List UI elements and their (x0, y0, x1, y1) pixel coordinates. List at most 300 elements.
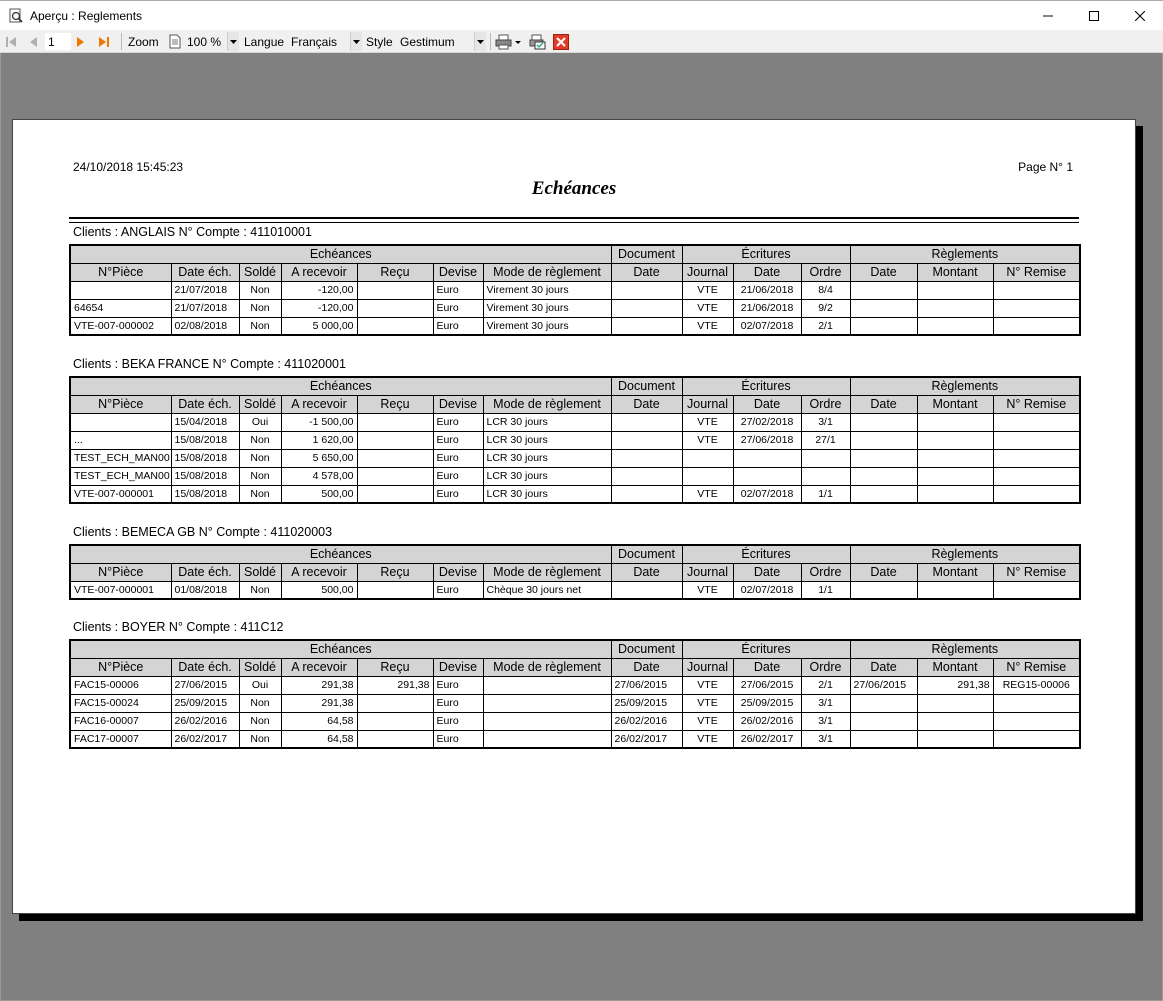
column-group-document: Document (611, 640, 682, 658)
table-row (70, 413, 1080, 431)
cell-ecr-date: 27/06/2015 (733, 676, 801, 694)
cell-doc-date (611, 317, 682, 335)
style-label: Style (366, 34, 393, 49)
cell-solde: Non (239, 431, 281, 449)
column-header-recu: Reçu (357, 263, 433, 281)
cell-montant (917, 431, 993, 449)
cell-a-recevoir: -120,00 (281, 299, 357, 317)
column-header-montant: Montant (917, 263, 993, 281)
cell-mode (483, 712, 611, 730)
cell-recu (357, 485, 433, 503)
report-title: Echéances (531, 178, 617, 199)
cell-piece: TEST_ECH_MAN00 (70, 449, 171, 467)
column-header-recu: Reçu (357, 563, 433, 581)
column-header-journal: Journal (682, 395, 733, 413)
page-icon (169, 32, 181, 51)
cell-montant (917, 413, 993, 431)
cell-mode: LCR 30 jours (483, 449, 611, 467)
column-header-remise: N° Remise (993, 563, 1080, 581)
cell-doc-date (611, 449, 682, 467)
cell-mode (483, 694, 611, 712)
cell-montant (917, 449, 993, 467)
cell-date-ech: 21/07/2018 (171, 281, 239, 299)
column-group-reglements: Règlements (850, 640, 1080, 658)
column-header-solde: Soldé (239, 395, 281, 413)
cell-doc-date: 26/02/2017 (611, 730, 682, 748)
cell-devise: Euro (433, 413, 483, 431)
cell-doc-date (611, 581, 682, 599)
cell-reg-date (850, 281, 917, 299)
column-header-ordre: Ordre (801, 395, 850, 413)
cell-doc-date (611, 467, 682, 485)
cell-journal: VTE (682, 485, 733, 503)
cell-ecr-date: 21/06/2018 (733, 299, 801, 317)
client-title: Clients : BOYER N° Compte : 411C12 (73, 620, 284, 634)
print-setup-icon (529, 34, 546, 50)
table-row (70, 449, 1080, 467)
cell-journal: VTE (682, 281, 733, 299)
cell-ecr-date: 25/09/2015 (733, 694, 801, 712)
cell-remise (993, 485, 1080, 503)
client-title: Clients : BEKA FRANCE N° Compte : 411020001 (73, 357, 346, 371)
cell-ecr-date (733, 449, 801, 467)
cell-date-ech: 27/06/2015 (171, 676, 239, 694)
header-rule (69, 217, 1079, 219)
cell-reg-date (850, 712, 917, 730)
cell-montant: 291,38 (917, 676, 993, 694)
cell-solde: Non (239, 299, 281, 317)
column-header-solde: Soldé (239, 263, 281, 281)
cell-solde: Oui (239, 413, 281, 431)
cell-mode: LCR 30 jours (483, 413, 611, 431)
toolbar-separator (490, 33, 491, 50)
cell-devise: Euro (433, 730, 483, 748)
cell-recu (357, 431, 433, 449)
cell-devise: Euro (433, 299, 483, 317)
first-page-icon (5, 35, 17, 49)
column-header-devise: Devise (433, 263, 483, 281)
cell-ecr-date: 26/02/2016 (733, 712, 801, 730)
cell-solde: Non (239, 730, 281, 748)
minimize-icon (1043, 11, 1053, 21)
chevron-down-icon (350, 32, 362, 51)
table-row (70, 485, 1080, 503)
cell-recu: 291,38 (357, 676, 433, 694)
cell-a-recevoir: 5 650,00 (281, 449, 357, 467)
toolbar (0, 30, 1163, 53)
cell-solde: Non (239, 485, 281, 503)
cell-remise (993, 317, 1080, 335)
cell-journal: VTE (682, 730, 733, 748)
cell-reg-date (850, 730, 917, 748)
cell-ecr-date: 02/07/2018 (733, 317, 801, 335)
column-header-remise: N° Remise (993, 658, 1080, 676)
table-row (70, 694, 1080, 712)
table-row (70, 730, 1080, 748)
cell-devise: Euro (433, 449, 483, 467)
cell-recu (357, 317, 433, 335)
cell-ordre (801, 467, 850, 485)
style-select[interactable] (398, 32, 486, 51)
toolbar-separator (121, 33, 122, 50)
cell-ecr-date (733, 467, 801, 485)
echeances-table (69, 639, 1081, 749)
cell-remise (993, 581, 1080, 599)
table-row (70, 676, 1080, 694)
column-group-ecritures: Écritures (682, 640, 850, 658)
cell-remise (993, 449, 1080, 467)
cell-remise (993, 281, 1080, 299)
cell-devise: Euro (433, 467, 483, 485)
column-group-echeances: Echéances (70, 545, 611, 563)
cell-doc-date (611, 431, 682, 449)
cell-devise: Euro (433, 694, 483, 712)
echeances-table (69, 376, 1081, 504)
column-header-doc-date: Date (611, 658, 682, 676)
cell-devise: Euro (433, 281, 483, 299)
cell-a-recevoir: 291,38 (281, 676, 357, 694)
cell-reg-date (850, 485, 917, 503)
cell-journal: VTE (682, 712, 733, 730)
close-icon (1135, 11, 1145, 21)
cell-solde: Non (239, 281, 281, 299)
column-header-ordre: Ordre (801, 658, 850, 676)
cell-mode: Virement 30 jours (483, 299, 611, 317)
cell-mode: Virement 30 jours (483, 281, 611, 299)
cell-recu (357, 581, 433, 599)
cell-piece: VTE-007-000002 (70, 317, 171, 335)
last-page-icon (98, 35, 110, 49)
first-page-button[interactable] (5, 32, 17, 51)
cell-journal (682, 467, 733, 485)
cell-reg-date (850, 449, 917, 467)
cell-solde: Non (239, 581, 281, 599)
cell-devise: Euro (433, 676, 483, 694)
window-title: Aperçu : Reglements (30, 9, 143, 23)
column-header-a-recevoir: A recevoir (281, 263, 357, 281)
cell-doc-date: 26/02/2016 (611, 712, 682, 730)
cell-date-ech: 15/08/2018 (171, 449, 239, 467)
cell-mode: Chèque 30 jours net (483, 581, 611, 599)
cell-a-recevoir: -120,00 (281, 281, 357, 299)
column-header-recu: Reçu (357, 395, 433, 413)
cell-ecr-date: 27/06/2018 (733, 431, 801, 449)
cell-reg-date (850, 467, 917, 485)
cell-journal: VTE (682, 676, 733, 694)
cell-date-ech: 26/02/2016 (171, 712, 239, 730)
cell-a-recevoir: 4 578,00 (281, 467, 357, 485)
cell-doc-date (611, 281, 682, 299)
print-preview-button[interactable] (529, 32, 546, 51)
cell-ordre: 27/1 (801, 431, 850, 449)
column-header-date-ech: Date éch. (171, 263, 239, 281)
column-group-ecritures: Écritures (682, 377, 850, 395)
cell-piece: FAC17-00007 (70, 730, 171, 748)
preview-workspace[interactable] (0, 53, 1163, 1001)
cell-recu (357, 281, 433, 299)
zoom-select[interactable] (185, 32, 239, 51)
cell-solde: Non (239, 317, 281, 335)
column-header-recu: Reçu (357, 658, 433, 676)
cell-remise (993, 712, 1080, 730)
column-group-echeances: Echéances (70, 640, 611, 658)
cell-a-recevoir: 5 000,00 (281, 317, 357, 335)
cell-devise: Euro (433, 431, 483, 449)
page-number-input[interactable] (44, 32, 72, 51)
close-icon (553, 34, 569, 50)
cell-montant (917, 317, 993, 335)
column-group-echeances: Echéances (70, 377, 611, 395)
column-header-doc-date: Date (611, 395, 682, 413)
column-header-piece: N°Pièce (70, 563, 171, 581)
cell-ecr-date: 27/02/2018 (733, 413, 801, 431)
cell-montant (917, 712, 993, 730)
column-header-ordre: Ordre (801, 563, 850, 581)
cell-piece: ... (70, 431, 171, 449)
cell-date-ech: 25/09/2015 (171, 694, 239, 712)
maximize-button[interactable] (1071, 1, 1117, 31)
column-group-document: Document (611, 245, 682, 263)
preview-icon (8, 8, 24, 24)
zoom-value: 100 % (187, 34, 222, 49)
cell-recu (357, 694, 433, 712)
cell-date-ech: 15/08/2018 (171, 431, 239, 449)
cell-a-recevoir: 500,00 (281, 581, 357, 599)
column-header-devise: Devise (433, 658, 483, 676)
cell-remise (993, 694, 1080, 712)
column-header-solde: Soldé (239, 563, 281, 581)
cell-doc-date (611, 299, 682, 317)
cell-solde: Non (239, 694, 281, 712)
cell-ecr-date: 02/07/2018 (733, 485, 801, 503)
column-header-devise: Devise (433, 563, 483, 581)
cell-journal: VTE (682, 581, 733, 599)
cell-date-ech: 02/08/2018 (171, 317, 239, 335)
cell-recu (357, 467, 433, 485)
column-header-reg-date: Date (850, 263, 917, 281)
cell-remise (993, 467, 1080, 485)
cell-ecr-date: 21/06/2018 (733, 281, 801, 299)
column-header-date-ech: Date éch. (171, 658, 239, 676)
cell-a-recevoir: 64,58 (281, 730, 357, 748)
column-header-mode: Mode de règlement (483, 658, 611, 676)
cell-recu (357, 299, 433, 317)
table-row (70, 581, 1080, 599)
cell-piece (70, 413, 171, 431)
next-page-button[interactable] (76, 32, 86, 51)
cell-date-ech: 15/08/2018 (171, 485, 239, 503)
client-title: Clients : ANGLAIS N° Compte : 411010001 (73, 225, 312, 239)
column-header-journal: Journal (682, 658, 733, 676)
column-header-montant: Montant (917, 658, 993, 676)
client-title: Clients : BEMECA GB N° Compte : 411020003 (73, 525, 333, 539)
column-header-reg-date: Date (850, 563, 917, 581)
cell-ordre: 2/1 (801, 676, 850, 694)
langue-select[interactable] (289, 32, 362, 51)
column-header-ecr-date: Date (733, 658, 801, 676)
cell-mode: LCR 30 jours (483, 467, 611, 485)
cell-date-ech: 21/07/2018 (171, 299, 239, 317)
cell-doc-date (611, 413, 682, 431)
table-row (70, 299, 1080, 317)
langue-value: Français (291, 34, 338, 49)
cell-a-recevoir: 1 620,00 (281, 431, 357, 449)
cell-ecr-date: 26/02/2017 (733, 730, 801, 748)
column-header-solde: Soldé (239, 658, 281, 676)
chevron-down-icon (227, 32, 239, 51)
report-datetime: 24/10/2018 15:45:23 (73, 160, 184, 174)
zoom-label: Zoom (128, 34, 159, 49)
column-group-reglements: Règlements (850, 245, 1080, 263)
column-header-montant: Montant (917, 395, 993, 413)
column-header-piece: N°Pièce (70, 395, 171, 413)
cell-devise: Euro (433, 317, 483, 335)
cell-ordre: 3/1 (801, 730, 850, 748)
cell-date-ech: 15/04/2018 (171, 413, 239, 431)
cell-piece (70, 281, 171, 299)
cell-ordre: 1/1 (801, 485, 850, 503)
report-page (12, 119, 1136, 914)
column-group-document: Document (611, 545, 682, 563)
column-header-montant: Montant (917, 563, 993, 581)
cell-ordre: 2/1 (801, 317, 850, 335)
cell-a-recevoir: 64,58 (281, 712, 357, 730)
cell-a-recevoir: -1 500,00 (281, 413, 357, 431)
cell-piece: VTE-007-000001 (70, 485, 171, 503)
cell-mode (483, 730, 611, 748)
column-header-reg-date: Date (850, 658, 917, 676)
table-row (70, 712, 1080, 730)
cell-journal: VTE (682, 317, 733, 335)
title-bar (0, 0, 1163, 30)
column-header-date-ech: Date éch. (171, 395, 239, 413)
cell-doc-date: 25/09/2015 (611, 694, 682, 712)
cell-mode: Virement 30 jours (483, 317, 611, 335)
column-group-reglements: Règlements (850, 377, 1080, 395)
column-header-ecr-date: Date (733, 395, 801, 413)
cell-date-ech: 01/08/2018 (171, 581, 239, 599)
column-header-a-recevoir: A recevoir (281, 395, 357, 413)
close-window-button[interactable] (1117, 1, 1163, 31)
cell-recu (357, 449, 433, 467)
column-header-a-recevoir: A recevoir (281, 563, 357, 581)
cell-journal: VTE (682, 694, 733, 712)
cell-reg-date (850, 413, 917, 431)
cell-journal: VTE (682, 299, 733, 317)
column-header-mode: Mode de règlement (483, 563, 611, 581)
column-header-a-recevoir: A recevoir (281, 658, 357, 676)
cell-journal: VTE (682, 413, 733, 431)
cell-ordre (801, 449, 850, 467)
cell-montant (917, 581, 993, 599)
column-header-ecr-date: Date (733, 263, 801, 281)
previous-page-icon (28, 35, 38, 49)
cell-date-ech: 26/02/2017 (171, 730, 239, 748)
cell-remise (993, 299, 1080, 317)
header-rule (69, 222, 1079, 223)
cell-montant (917, 485, 993, 503)
print-button[interactable] (495, 32, 521, 51)
cell-piece: VTE-007-000001 (70, 581, 171, 599)
table-row (70, 467, 1080, 485)
cell-reg-date (850, 299, 917, 317)
cell-reg-date: 27/06/2015 (850, 676, 917, 694)
cell-montant (917, 281, 993, 299)
printer-icon (495, 34, 521, 50)
column-header-date-ech: Date éch. (171, 563, 239, 581)
style-value: Gestimum (400, 34, 455, 49)
column-header-remise: N° Remise (993, 395, 1080, 413)
cell-ordre: 3/1 (801, 712, 850, 730)
cell-journal: VTE (682, 431, 733, 449)
cell-remise: REG15-00006 (993, 676, 1080, 694)
cell-montant (917, 730, 993, 748)
cell-remise (993, 413, 1080, 431)
cell-devise: Euro (433, 712, 483, 730)
cell-doc-date: 27/06/2015 (611, 676, 682, 694)
column-header-doc-date: Date (611, 263, 682, 281)
echeances-table (69, 244, 1081, 336)
column-header-mode: Mode de règlement (483, 263, 611, 281)
table-row (70, 317, 1080, 335)
cell-devise: Euro (433, 485, 483, 503)
cell-a-recevoir: 500,00 (281, 485, 357, 503)
cell-recu (357, 730, 433, 748)
cell-montant (917, 694, 993, 712)
cell-mode: LCR 30 jours (483, 485, 611, 503)
echeances-table (69, 544, 1081, 600)
cell-piece: 64654 (70, 299, 171, 317)
cell-journal (682, 449, 733, 467)
cell-reg-date (850, 431, 917, 449)
cell-solde: Non (239, 449, 281, 467)
column-header-journal: Journal (682, 563, 733, 581)
cell-recu (357, 712, 433, 730)
next-page-icon (76, 35, 86, 49)
column-group-reglements: Règlements (850, 545, 1080, 563)
close-preview-button[interactable] (553, 32, 569, 51)
cell-montant (917, 467, 993, 485)
cell-piece: FAC16-00007 (70, 712, 171, 730)
cell-solde: Non (239, 467, 281, 485)
column-header-journal: Journal (682, 263, 733, 281)
cell-reg-date (850, 581, 917, 599)
page-number-label: Page N° 1 (1018, 160, 1073, 174)
cell-piece: FAC15-00006 (70, 676, 171, 694)
cell-montant (917, 299, 993, 317)
column-header-ordre: Ordre (801, 263, 850, 281)
cell-ordre: 1/1 (801, 581, 850, 599)
cell-solde: Non (239, 712, 281, 730)
column-header-piece: N°Pièce (70, 263, 171, 281)
column-header-devise: Devise (433, 395, 483, 413)
cell-recu (357, 413, 433, 431)
cell-devise: Euro (433, 581, 483, 599)
cell-solde: Oui (239, 676, 281, 694)
langue-label: Langue (244, 34, 285, 49)
cell-ordre: 9/2 (801, 299, 850, 317)
cell-mode: LCR 30 jours (483, 431, 611, 449)
column-header-doc-date: Date (611, 563, 682, 581)
cell-reg-date (850, 694, 917, 712)
last-page-button[interactable] (98, 32, 110, 51)
cell-reg-date (850, 317, 917, 335)
column-group-document: Document (611, 377, 682, 395)
previous-page-button[interactable] (28, 32, 38, 51)
chevron-down-icon (474, 32, 486, 51)
minimize-button[interactable] (1025, 1, 1071, 31)
column-group-ecritures: Écritures (682, 245, 850, 263)
